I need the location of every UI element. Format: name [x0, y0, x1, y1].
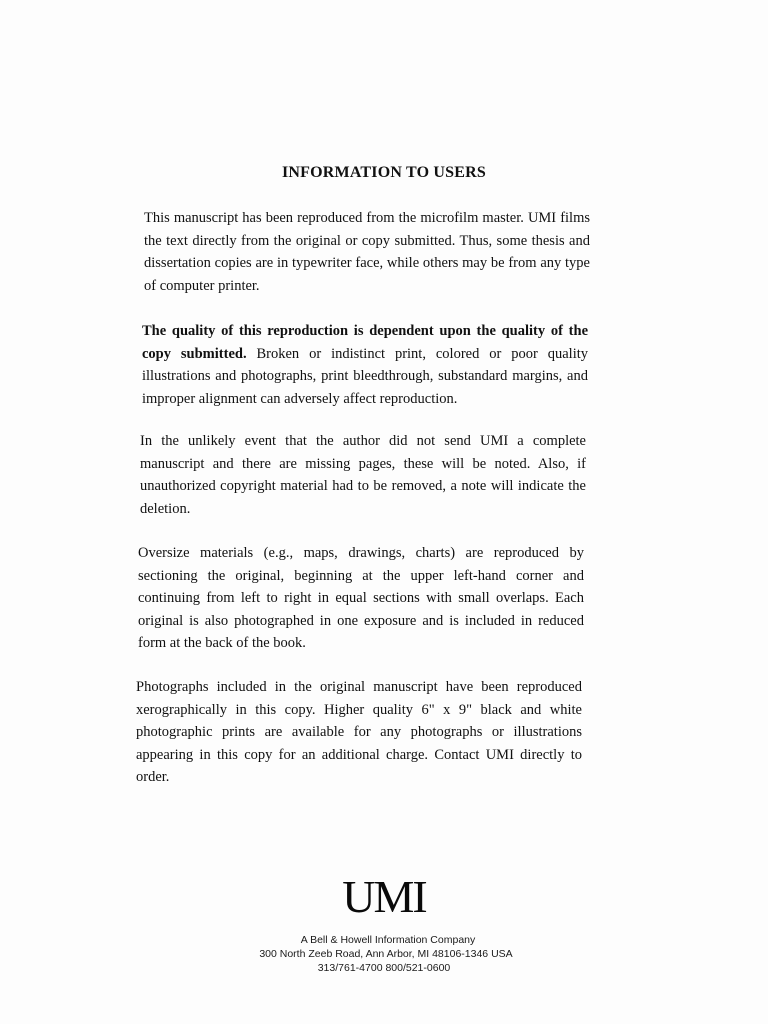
paragraph-oversize-materials: Oversize materials (e.g., maps, drawings, charts) are reproduced by sectioning the original, beginning at the upper left-hand corner and continuing from left to right in equal sections with small overlaps. Each original is also photographed in one exposure and is included in reduced form at the back of the book.	[138, 545, 584, 651]
footer-address: 300 North Zeeb Road, Ann Arbor, MI 48106-1346 USA	[259, 948, 513, 960]
paragraph-quality-lead: The quality of this reproduction is dependent upon the quality of the copy submitted.	[142, 323, 588, 362]
paragraph-quality	[142, 320, 588, 410]
paragraph-reproduction: This manuscript has been reproduced from the microfilm master. UMI films the text directly from the original or copy submitted. Thus, some thesis and dissertation copies are in typewriter face, while others may be from any type of computer printer.	[144, 210, 590, 294]
page-title: INFORMATION TO USERS	[281, 164, 487, 181]
paragraph-quality-rest: Broken or indistinct print, colored or poor quality illustrations and photographs, print bleedthrough, substandard margins, and improper alignment can adversely affect reproduction.	[142, 345, 588, 407]
paragraph-missing-pages: In the unlikely event that the author did not send UMI a complete manuscript and there are missing pages, these will be noted. Also, if unauthorized copyright material had to be removed, a note will indicate the deletion.	[140, 433, 586, 517]
paragraph-photographs: Photographs included in the original manuscript have been reproduced xerographically in this copy. Higher quality 6" x 9" black and white photographic prints are available for any photographs or illustrations appearing in this copy for an additional charge. Contact UMI directly to order.	[136, 679, 582, 785]
footer-company: A Bell & Howell Information Company	[300, 934, 476, 946]
umi-logo: UMI	[342, 871, 426, 922]
footer-phones: 313/761-4700 800/521-0600	[317, 962, 451, 974]
